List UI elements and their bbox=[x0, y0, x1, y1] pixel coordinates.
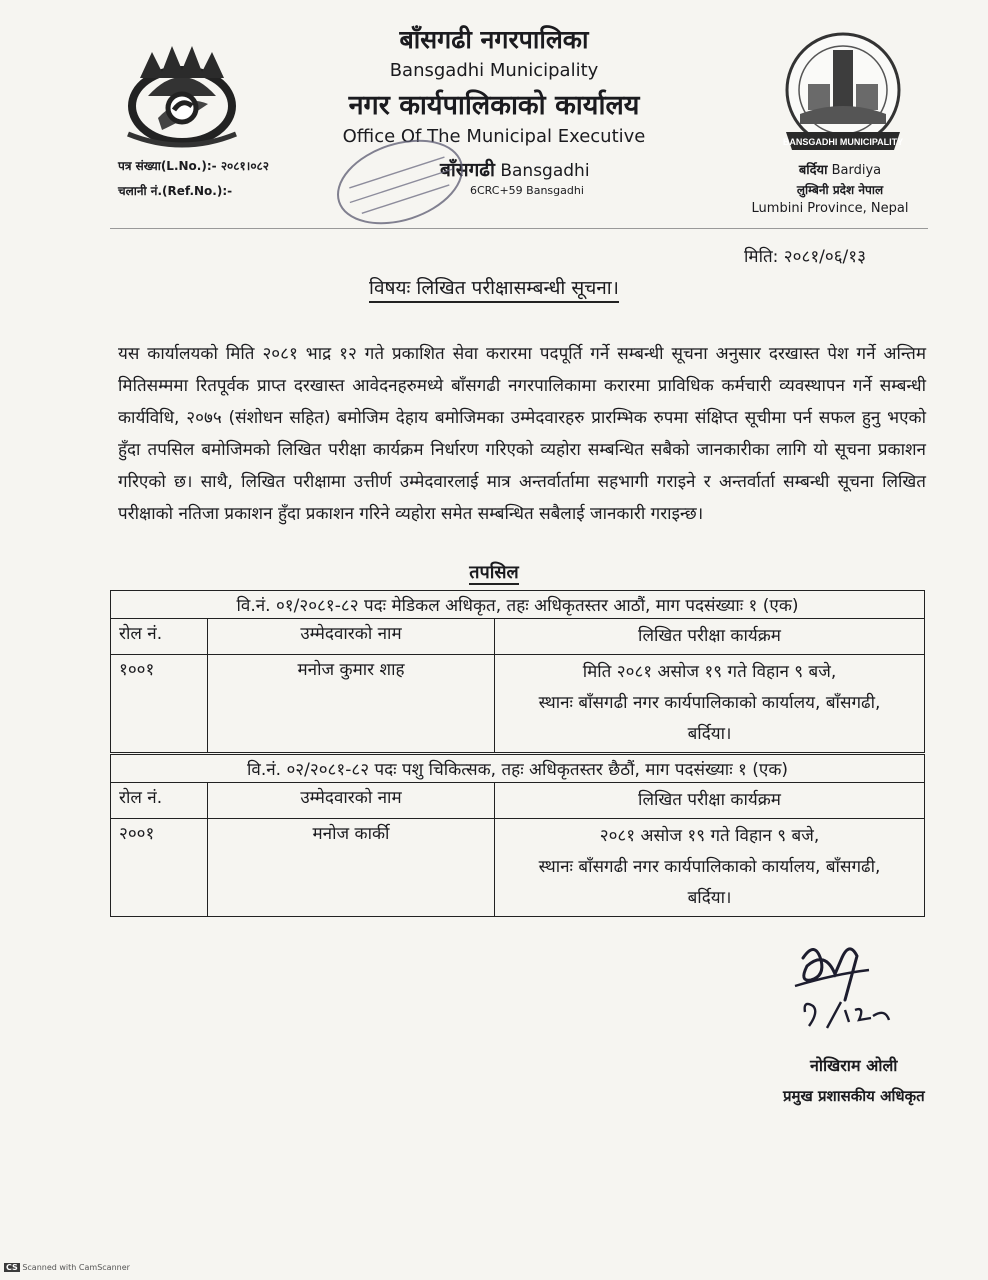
tapsil-heading-text: तपसिल bbox=[469, 562, 519, 583]
camscanner-badge: CS bbox=[6, 1263, 18, 1272]
program-line: बर्दिया। bbox=[687, 724, 732, 744]
table-caption-row bbox=[111, 755, 925, 783]
program-line: मिति २०८१ असोज १९ गते विहान ९ बजे, bbox=[582, 662, 837, 682]
schedule-caption: वि.नं. ०२/२०८१-८२ पदः पशु चिकित्सक, तहः अधिकृतस्तर छैठौं, माग पदसंख्याः १ (एक) bbox=[111, 755, 925, 783]
col-header-roll: रोल नं. bbox=[111, 619, 208, 655]
cell-program bbox=[495, 819, 925, 917]
table-caption-row bbox=[111, 591, 925, 619]
letter-number-value: २०८१।०८२ bbox=[220, 159, 270, 173]
office-name-en: Office Of The Municipal Executive bbox=[342, 126, 646, 147]
camscanner-text: Scanned with CamScanner bbox=[22, 1263, 130, 1272]
col-header-name: उम्मेदवारको नाम bbox=[208, 783, 495, 819]
table-row bbox=[111, 819, 925, 917]
col-header-roll: रोल नं. bbox=[111, 783, 208, 819]
dispatch-number-label: चलानी नं.(Ref.No.):- bbox=[118, 184, 233, 198]
col-header-program: लिखित परीक्षा कार्यक्रम bbox=[495, 783, 925, 819]
cell-roll: २००१ bbox=[111, 819, 208, 917]
table-row bbox=[111, 655, 925, 753]
camscanner-watermark bbox=[4, 1263, 130, 1272]
cell-program bbox=[495, 655, 925, 753]
municipality-name-np: बाँसगढी नगरपालिका bbox=[399, 25, 589, 54]
office-name-np: नगर कार्यपालिकाको कार्यालय bbox=[348, 90, 640, 121]
schedule-caption: वि.नं. ०१/२०८१-८२ पदः मेडिकल अधिकृत, तहः अधिकृतस्तर आठौं, माग पदसंख्याः १ (एक) bbox=[111, 591, 925, 619]
table-header-row bbox=[111, 619, 925, 655]
office-stamp bbox=[330, 132, 470, 232]
province-np: लुम्बिनी प्रदेश नेपाल bbox=[796, 183, 884, 197]
district-line bbox=[770, 160, 910, 178]
handwritten-signature bbox=[785, 930, 905, 1040]
program-line: बर्दिया। bbox=[687, 888, 732, 908]
dispatch-number bbox=[118, 182, 232, 199]
letter-number-label: पत्र संख्या(L.No.):- bbox=[118, 159, 217, 173]
program-line: स्थानः बाँसगढी नगर कार्यपालिकाको कार्यालय, बाँसगढी, bbox=[538, 857, 881, 877]
district-np: बर्दिया bbox=[798, 163, 828, 178]
notice-subject bbox=[0, 274, 988, 300]
cell-name: मनोज कार्की bbox=[208, 819, 495, 917]
table-header-row bbox=[111, 783, 925, 819]
letter-number bbox=[118, 157, 269, 174]
program-line: स्थानः बाँसगढी नगर कार्यपालिकाको कार्यालय, बाँसगढी, bbox=[538, 693, 881, 713]
col-header-program: लिखित परीक्षा कार्यक्रम bbox=[495, 619, 925, 655]
address-en: Bansgadhi bbox=[500, 161, 590, 181]
municipality-name-en: Bansgadhi Municipality bbox=[389, 60, 599, 81]
subject-text: विषयः लिखित परीक्षासम्बन्धी सूचना। bbox=[369, 277, 619, 303]
schedule-table-2 bbox=[110, 754, 925, 917]
program-line: २०८१ असोज १९ गते विहान ९ बजे, bbox=[599, 826, 820, 846]
plus-code: 6CRC+59 Bansgadhi bbox=[470, 184, 584, 197]
schedule-table-1 bbox=[110, 590, 925, 753]
province-en: Lumbini Province, Nepal bbox=[751, 201, 909, 216]
tapsil-heading bbox=[0, 560, 988, 584]
address-np: बाँसगढी bbox=[440, 159, 495, 181]
signatory-title: प्रमुख प्रशासकीय अधिकृत bbox=[783, 1087, 925, 1105]
cell-name: मनोज कुमार शाह bbox=[208, 655, 495, 753]
notice-date: मिति: २०८१/०६/१३ bbox=[744, 247, 866, 267]
cell-roll: १००१ bbox=[111, 655, 208, 753]
svg-text:BANSGADHI MUNICIPALITY: BANSGADHI MUNICIPALITY bbox=[782, 137, 904, 147]
col-header-name: उम्मेदवारको नाम bbox=[208, 619, 495, 655]
header-divider bbox=[110, 228, 928, 229]
signatory-name: नोखिराम ओली bbox=[810, 1056, 898, 1075]
notice-body: यस कार्यालयको मिति २०८१ भाद्र १२ गते प्रकाशित सेवा करारमा पदपूर्ति गर्ने सम्बन्धी सूचना अनुसार दरखास्त पेश गर्ने अन्तिम मितिसम्ममा रितपूर्वक प्राप्त दरखास्त आवेदनहरुमध्ये बाँसगढी नगरपालिकामा करारमा प्राविधिक कर्मचारी व्यवस्थापन गर्ने सम्बन्धी कार्यविधि, २०७५ (संशोधन सहित) बमोजिम देहाय बमोजिमका उम्मेदवारहरु प्रारम्भिक रुपमा संक्षिप्त सूचीमा पर्न सफल हुनु भएको हुँदा तपसिल बमोजिमको लिखित परीक्षा कार्यक्रम निर्धारण गरिएको व्यहोरा सम्बन्धित सबैको जानकारीका लागि यो सूचना प्रकाशन गरिएको छ। साथै, लिखित परीक्षामा उत्तीर्ण उम्मेदवारलाई मात्र अन्तर्वार्तामा सहभागी गराइने र अन्तर्वार्ता सम्बन्धी सूचना लिखित परीक्षाको नतिजा प्रकाशन हुँदा प्रकाशन गरिने व्यहोरा समेत सम्बन्धित सबैलाई जानकारी गराइन्छ। bbox=[118, 344, 926, 524]
district-en: Bardiya bbox=[831, 163, 882, 178]
